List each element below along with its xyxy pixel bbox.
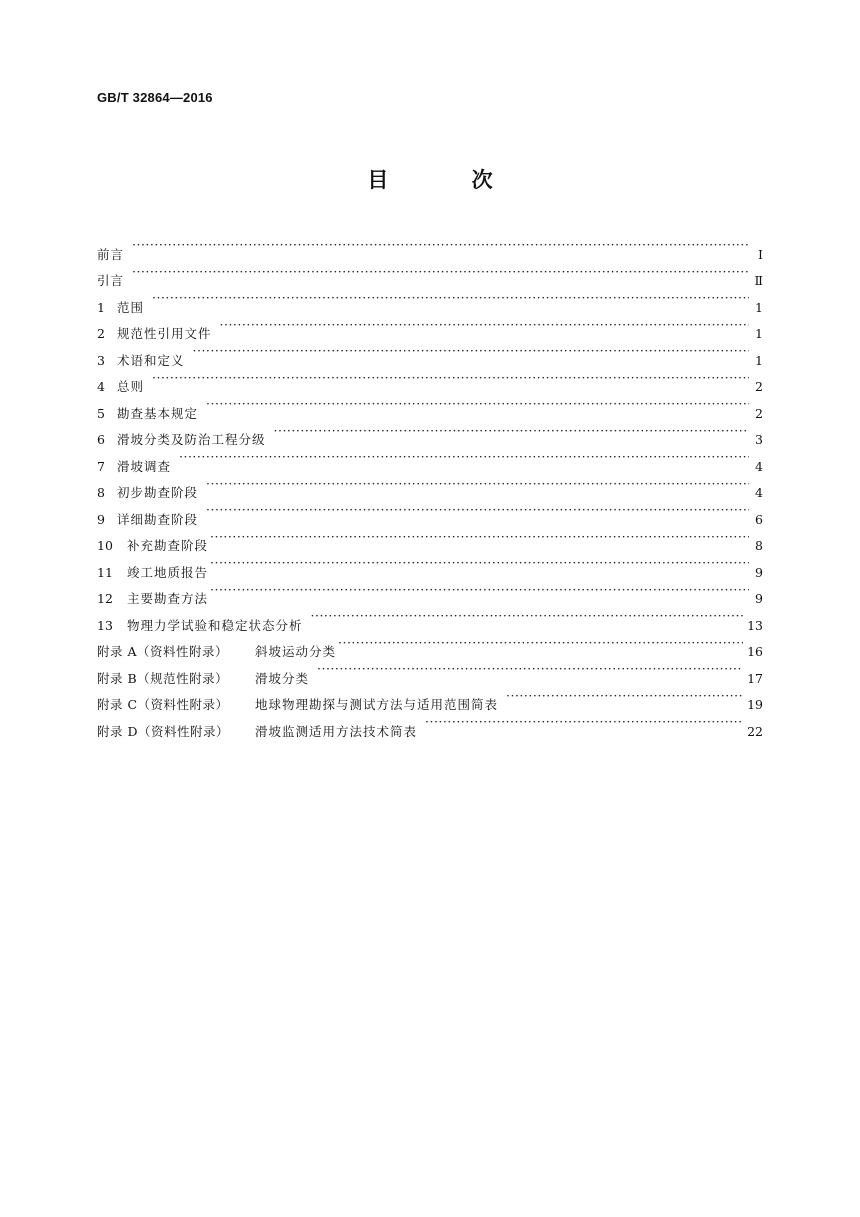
toc-annex-prefix: 附录 D（资料性附录） bbox=[97, 723, 229, 739]
toc-entry-page: 4 bbox=[755, 458, 763, 474]
toc-leader-dots bbox=[338, 630, 743, 657]
toc-leader-dots bbox=[210, 550, 749, 577]
toc-entry-label: 滑坡调查 bbox=[117, 458, 172, 474]
document-id: GB/T 32864—2016 bbox=[97, 90, 213, 105]
toc-leader-dots bbox=[506, 683, 743, 710]
toc-leader-dots bbox=[193, 338, 749, 365]
toc-entry-number: 7 bbox=[97, 458, 105, 474]
toc-entry-page: 6 bbox=[755, 511, 763, 527]
toc-leader-dots bbox=[317, 656, 743, 683]
toc-entry-page: 16 bbox=[747, 644, 763, 659]
toc-entry-page: 17 bbox=[747, 670, 763, 686]
toc-entry-clause-7[interactable] bbox=[97, 444, 763, 474]
toc-entry-label: 引言 bbox=[97, 273, 125, 288]
toc-entry-page: 8 bbox=[755, 538, 763, 553]
toc-leader-dots bbox=[132, 232, 749, 259]
toc-leader-dots bbox=[206, 391, 749, 418]
toc-entry-label: 滑坡监测适用方法技术简表 bbox=[255, 723, 418, 739]
toc-entry-number: 8 bbox=[97, 485, 105, 500]
toc-entry-number: 13 bbox=[97, 617, 113, 633]
toc-entry-label: 物理力学试验和稳定状态分析 bbox=[127, 617, 303, 633]
toc-entry-page: 19 bbox=[747, 697, 763, 712]
toc-annex-prefix: 附录 B（规范性附录） bbox=[97, 670, 229, 686]
toc-entry-page: 3 bbox=[755, 432, 763, 447]
toc-entry-introduction[interactable] bbox=[97, 259, 763, 286]
toc-entry-clause-2[interactable] bbox=[97, 312, 763, 339]
toc-leader-dots bbox=[206, 497, 749, 524]
toc-annex-prefix: 附录 C（资料性附录） bbox=[97, 697, 229, 712]
toc-entry-page: 2 bbox=[755, 379, 763, 394]
toc-entry-number: 12 bbox=[97, 591, 113, 606]
toc-entry-foreword[interactable] bbox=[97, 232, 763, 262]
toc-annex-prefix: 附录 A（资料性附录） bbox=[97, 644, 229, 659]
toc-entry-label: 总则 bbox=[117, 379, 145, 394]
toc-entry-page: Ⅰ bbox=[758, 246, 763, 262]
toc-entry-clause-5[interactable] bbox=[97, 391, 763, 421]
toc-entry-label: 滑坡分类 bbox=[255, 670, 310, 686]
toc-entry-page: 1 bbox=[755, 299, 763, 315]
toc-entry-label: 滑坡分类及防治工程分级 bbox=[117, 432, 266, 447]
toc-entry-label: 地球物理勘探与测试方法与适用范围简表 bbox=[255, 697, 499, 712]
toc-leader-dots bbox=[425, 709, 743, 736]
toc-leader-dots bbox=[152, 365, 749, 392]
toc-entry-label: 竣工地质报告 bbox=[127, 564, 209, 580]
toc-entry-label: 规范性引用文件 bbox=[117, 326, 212, 341]
toc-leader-dots bbox=[210, 577, 749, 604]
page-title: 目 次 bbox=[367, 168, 531, 192]
toc-leader-dots bbox=[220, 312, 749, 339]
toc-entry-page: 13 bbox=[747, 617, 763, 633]
toc-entry-number: 9 bbox=[97, 511, 105, 527]
toc-entry-label: 斜坡运动分类 bbox=[255, 644, 337, 659]
toc-entry-page: 1 bbox=[755, 326, 763, 341]
toc-entry-label: 补充勘查阶段 bbox=[127, 538, 209, 553]
toc-entry-clause-8[interactable] bbox=[97, 471, 763, 498]
toc-entry-label: 术语和定义 bbox=[117, 352, 185, 368]
toc-entry-clause-4[interactable] bbox=[97, 365, 763, 392]
toc-leader-dots bbox=[206, 471, 749, 498]
toc-entry-number: 2 bbox=[97, 326, 105, 341]
toc-leader-dots bbox=[132, 259, 749, 286]
toc-entry-page: 2 bbox=[755, 405, 763, 421]
toc-entry-label: 前言 bbox=[97, 246, 125, 262]
toc-entry-number: 4 bbox=[97, 379, 105, 394]
toc-entry-label: 主要勘查方法 bbox=[127, 591, 209, 606]
toc-leader-dots bbox=[210, 524, 749, 551]
toc-entry-clause-1[interactable] bbox=[97, 285, 763, 315]
table-of-contents bbox=[97, 232, 763, 739]
toc-leader-dots bbox=[274, 418, 749, 445]
toc-entry-label: 初步勘查阶段 bbox=[117, 485, 199, 500]
toc-entry-page: 9 bbox=[755, 591, 763, 606]
toc-entry-label: 勘查基本规定 bbox=[117, 405, 199, 421]
toc-entry-page: 1 bbox=[755, 352, 763, 368]
toc-entry-clause-3[interactable] bbox=[97, 338, 763, 368]
toc-entry-number: 5 bbox=[97, 405, 105, 421]
toc-entry-page: 22 bbox=[747, 723, 763, 739]
toc-leader-dots bbox=[152, 285, 749, 312]
toc-entry-label: 详细勘查阶段 bbox=[117, 511, 199, 527]
toc-leader-dots bbox=[179, 444, 749, 471]
toc-entry-label: 范围 bbox=[117, 299, 145, 315]
toc-leader-dots bbox=[311, 603, 744, 630]
toc-entry-number: 1 bbox=[97, 299, 105, 315]
toc-entry-page: 9 bbox=[755, 564, 763, 580]
toc-entry-page: 4 bbox=[755, 485, 763, 500]
toc-entry-number: 3 bbox=[97, 352, 105, 368]
toc-entry-page: Ⅱ bbox=[754, 273, 763, 288]
toc-entry-number: 6 bbox=[97, 432, 105, 447]
toc-entry-number: 11 bbox=[97, 564, 113, 580]
toc-entry-number: 10 bbox=[97, 538, 113, 553]
